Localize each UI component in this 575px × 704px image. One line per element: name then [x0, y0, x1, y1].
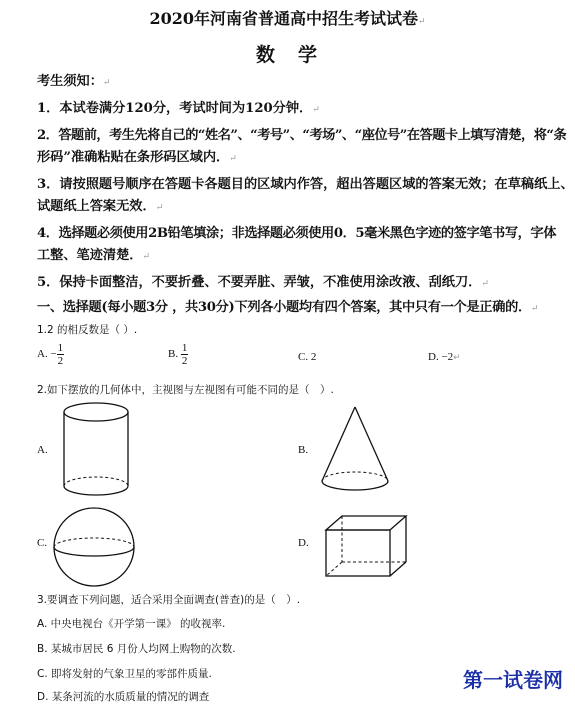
question-1-option-b: B. $\frac{1}{2}$ — [168, 342, 188, 367]
question-3-option-a: A. 中央电视台《开学第一课》 的收视率. — [37, 618, 226, 630]
exam-title: 2020年河南省普通高中招生考试试卷↵ — [149, 9, 426, 28]
notice-line: 3．请按照题号顺序在答题卡各题目的区域内作答，超出答题区域的答案无效；在草稿纸上、 — [37, 177, 574, 192]
question-2-option-a-label: A. — [37, 444, 48, 456]
notice-line: 2．答题前，考生先将自己的“姓名”、“考号”、“考场”、“座位号”在答题卡上填写清楚，将“条 — [37, 128, 567, 143]
question-3-option-b: B. 某城市居民 6 月份人均网上购物的次数. — [37, 643, 236, 655]
notice-line: 形码”准确粘贴在条形码区域内．↵ — [37, 150, 237, 165]
question-3-stem: 3.要调查下列问题，适合采用全面调查(普查)的是（ ）. — [37, 594, 301, 606]
question-3-option-d: D. 某条河流的水质质量的情况的调查 — [37, 691, 210, 703]
site-watermark: 第一试卷网 — [463, 668, 563, 692]
question-1-option-d: D. −2↵ — [428, 351, 461, 363]
question-1-stem: 1.2 的相反数是（ ）. — [37, 324, 138, 336]
question-3-option-c: C. 即将发射的气象卫星的零部件质量. — [37, 668, 212, 680]
sphere-icon — [50, 505, 138, 589]
subject-heading: 数 学 — [255, 44, 319, 66]
notice-line: 4．选择题必须使用2B铅笔填涂；非选择题必须使用0．5毫米黑色字迹的签字笔书写，字体 — [37, 226, 556, 241]
cone-icon — [318, 405, 392, 497]
cuboid-icon — [322, 512, 418, 580]
question-1-option-a: A. − $\frac{1}{2}$ — [37, 342, 64, 367]
question-2-stem: 2.如下摆放的几何体中，主视图与左视图有可能不同的是（ ）. — [37, 384, 334, 396]
section-heading: 一、选择题(每小题3分 ，共30分)下列各小题均有四个答案，其中只有一个是正确的．↵ — [37, 300, 539, 315]
notice-line: 试题纸上答案无效．↵ — [37, 199, 164, 214]
notice-line: 5．保持卡面整洁，不要折叠、不要弄脏、弄皱，不准使用涂改液、刮纸刀．↵ — [37, 275, 489, 290]
notice-heading: 考生须知：↵ — [37, 74, 111, 89]
notice-line: 1．本试卷满分120分，考试时间为120分钟．↵ — [37, 101, 320, 116]
question-2-option-d-label: D. — [298, 537, 309, 549]
question-2-option-b-label: B. — [298, 444, 309, 456]
cylinder-icon — [60, 400, 132, 500]
question-1-option-c: C. 2 — [298, 351, 317, 363]
notice-line: 工整、笔迹清楚．↵ — [37, 248, 151, 263]
fraction: $\frac{1}{2}$ — [181, 342, 188, 367]
question-2-option-c-label: C. — [37, 537, 48, 549]
fraction: $\frac{1}{2}$ — [57, 342, 64, 367]
